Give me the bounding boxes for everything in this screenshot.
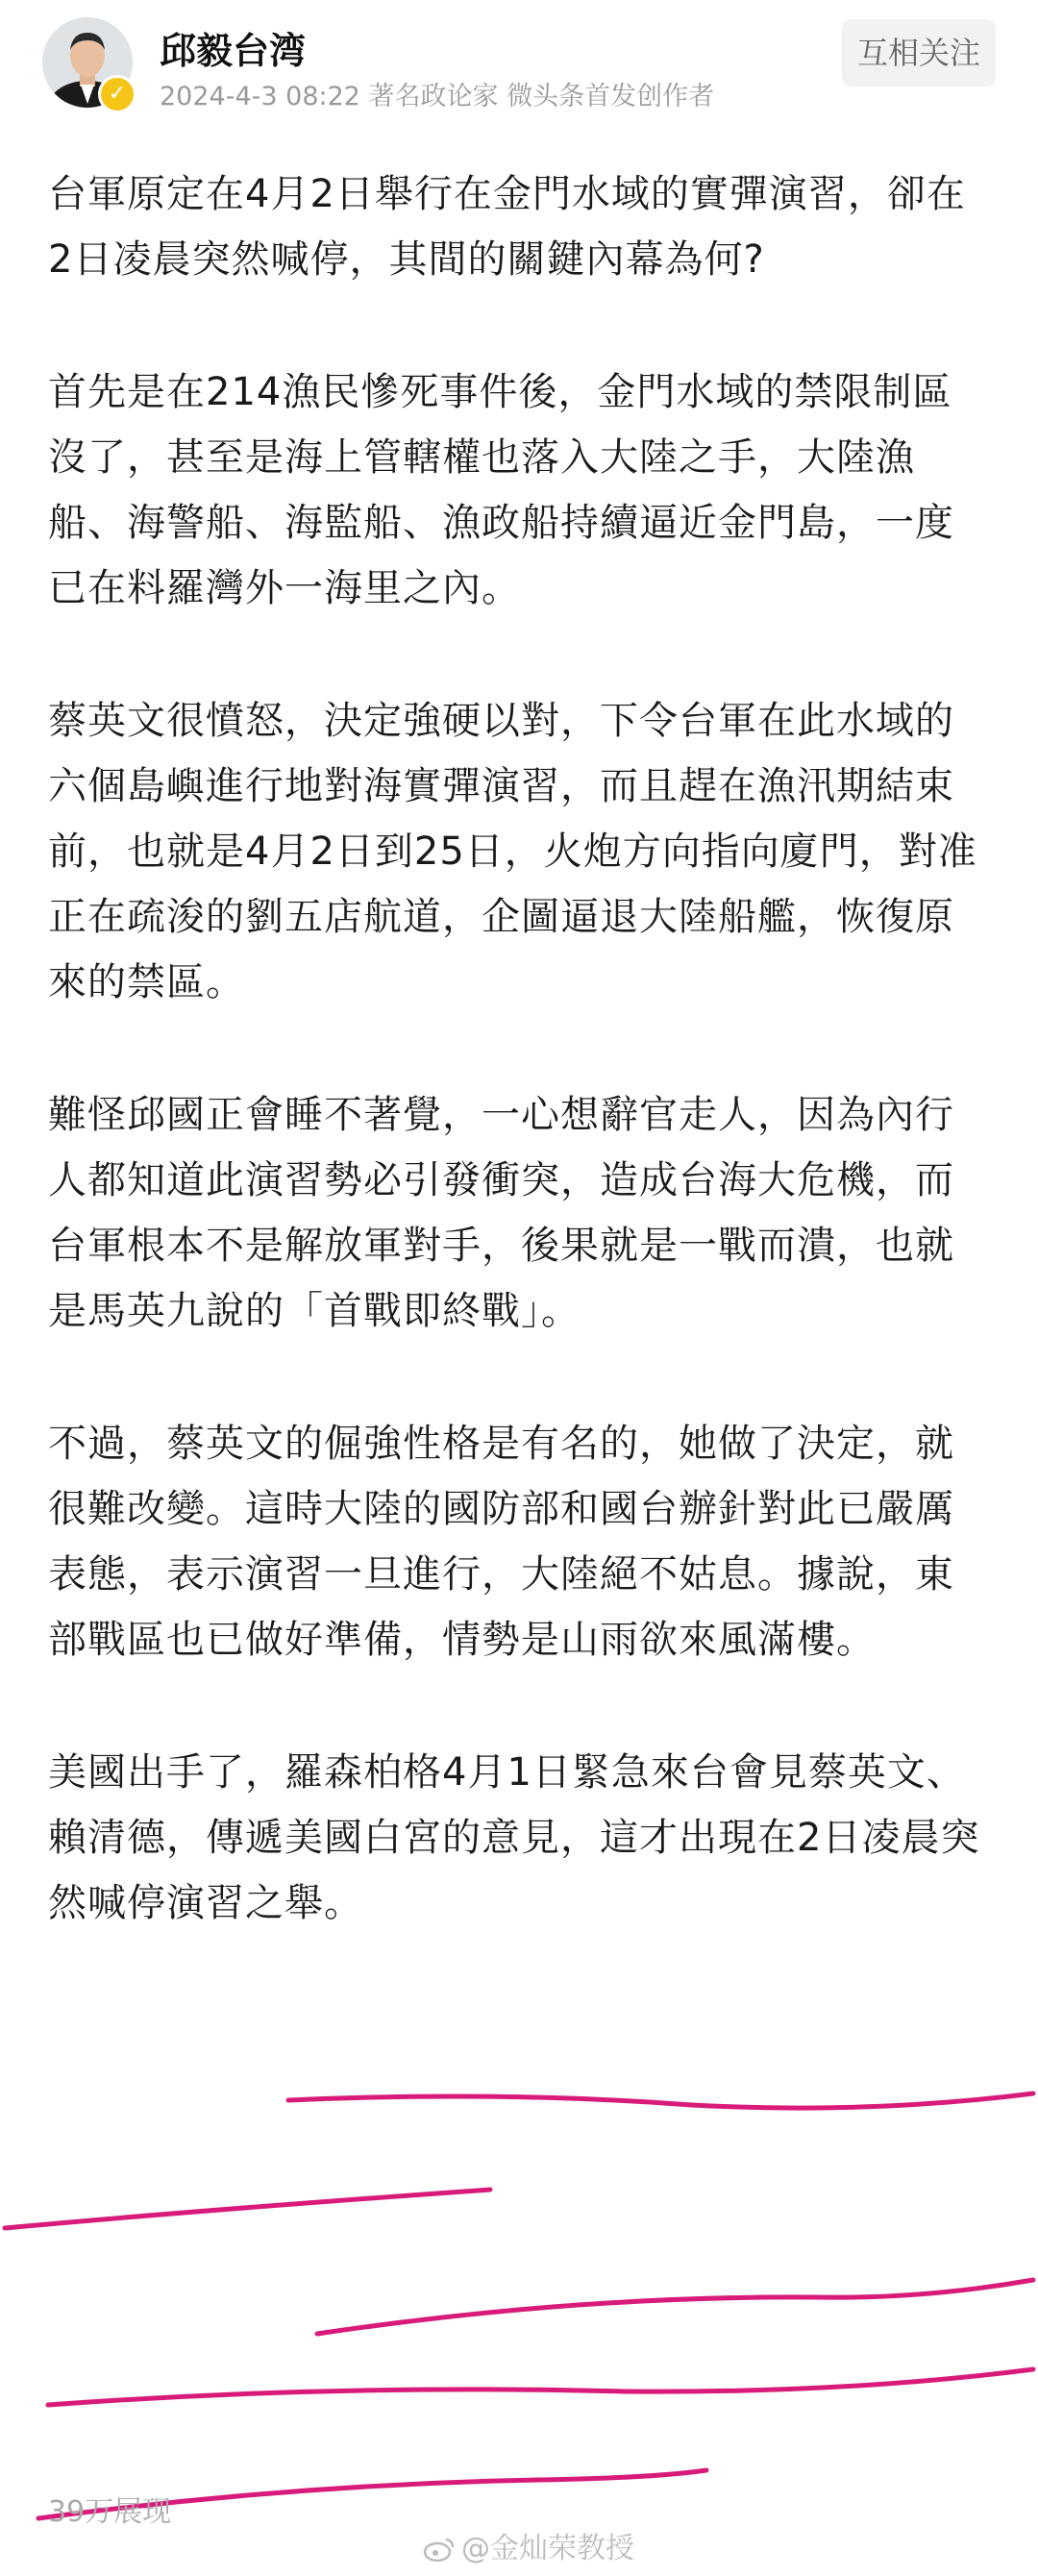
verified-badge-icon: ✓ bbox=[98, 75, 136, 113]
underline-stroke-1 bbox=[288, 2093, 1033, 2108]
article-body bbox=[48, 161, 985, 2003]
underline-stroke-2 bbox=[5, 2190, 490, 2228]
paragraph-3: 蔡英文很憤怒，決定強硬以對，下令台軍在此水域的六個島嶼進行地對海實彈演習，而且趕在漁汛期結束前，也就是4月2日到25日，火炮方向指向廈門，對准正在疏浚的劉五店航道，企圖逼退大陸船艦，恢復原來的禁區。 bbox=[48, 699, 977, 1004]
underline-stroke-4 bbox=[48, 2369, 1033, 2405]
follow-button[interactable]: 互相关注 bbox=[842, 19, 996, 87]
paragraph-5: 不過，蔡英文的倔強性格是有名的，她做了決定，就很難改變。這時大陸的國防部和國台辦針對此已嚴厲表態，表示演習一旦進行，大陸絕不姑息。據說，東部戰區也已做好準備，情勢是山雨欲來風滿樓。 bbox=[48, 1422, 954, 1662]
weibo-logo-icon bbox=[423, 2536, 456, 2561]
underline-stroke-3 bbox=[317, 2280, 1033, 2334]
paragraph-2: 首先是在214漁民慘死事件後，金門水域的禁限制區沒了，甚至是海上管轄權也落入大陸之手，大陸漁船、海警船、海監船、漁政船持續逼近金門島，一度已在料羅灣外一海里之內。 bbox=[48, 370, 954, 610]
paragraph-4: 難怪邱國正會睡不著覺，一心想辭官走人，因為內行人都知道此演習勢必引發衝突，造成台海大危機，而台軍根本不是解放軍對手，後果就是一戰而潰，也就是馬英九說的「首戰即終戰」。 bbox=[48, 1093, 954, 1333]
post-header bbox=[0, 0, 1038, 125]
paragraph-1: 台軍原定在4月2日舉行在金門水域的實彈演習，卻在2日凌晨突然喊停，其間的關鍵內幕為何? bbox=[48, 172, 966, 282]
post-meta: 2024-4-3 08:22 著名政论家 微头条首发创作者 bbox=[160, 82, 715, 111]
watermark-text: @金灿荣教授 bbox=[461, 2532, 634, 2565]
author-name[interactable]: 邱毅台湾 bbox=[160, 30, 307, 72]
paragraph-6: 美國出手了，羅森柏格4月1日緊急來台會見蔡英文、賴清德，傳遞美國白宮的意見，這才出現在2日凌晨突然喊停演習之舉。 bbox=[48, 1750, 980, 1925]
watermark bbox=[423, 2524, 634, 2566]
view-count: 39万展现 bbox=[48, 2495, 172, 2529]
